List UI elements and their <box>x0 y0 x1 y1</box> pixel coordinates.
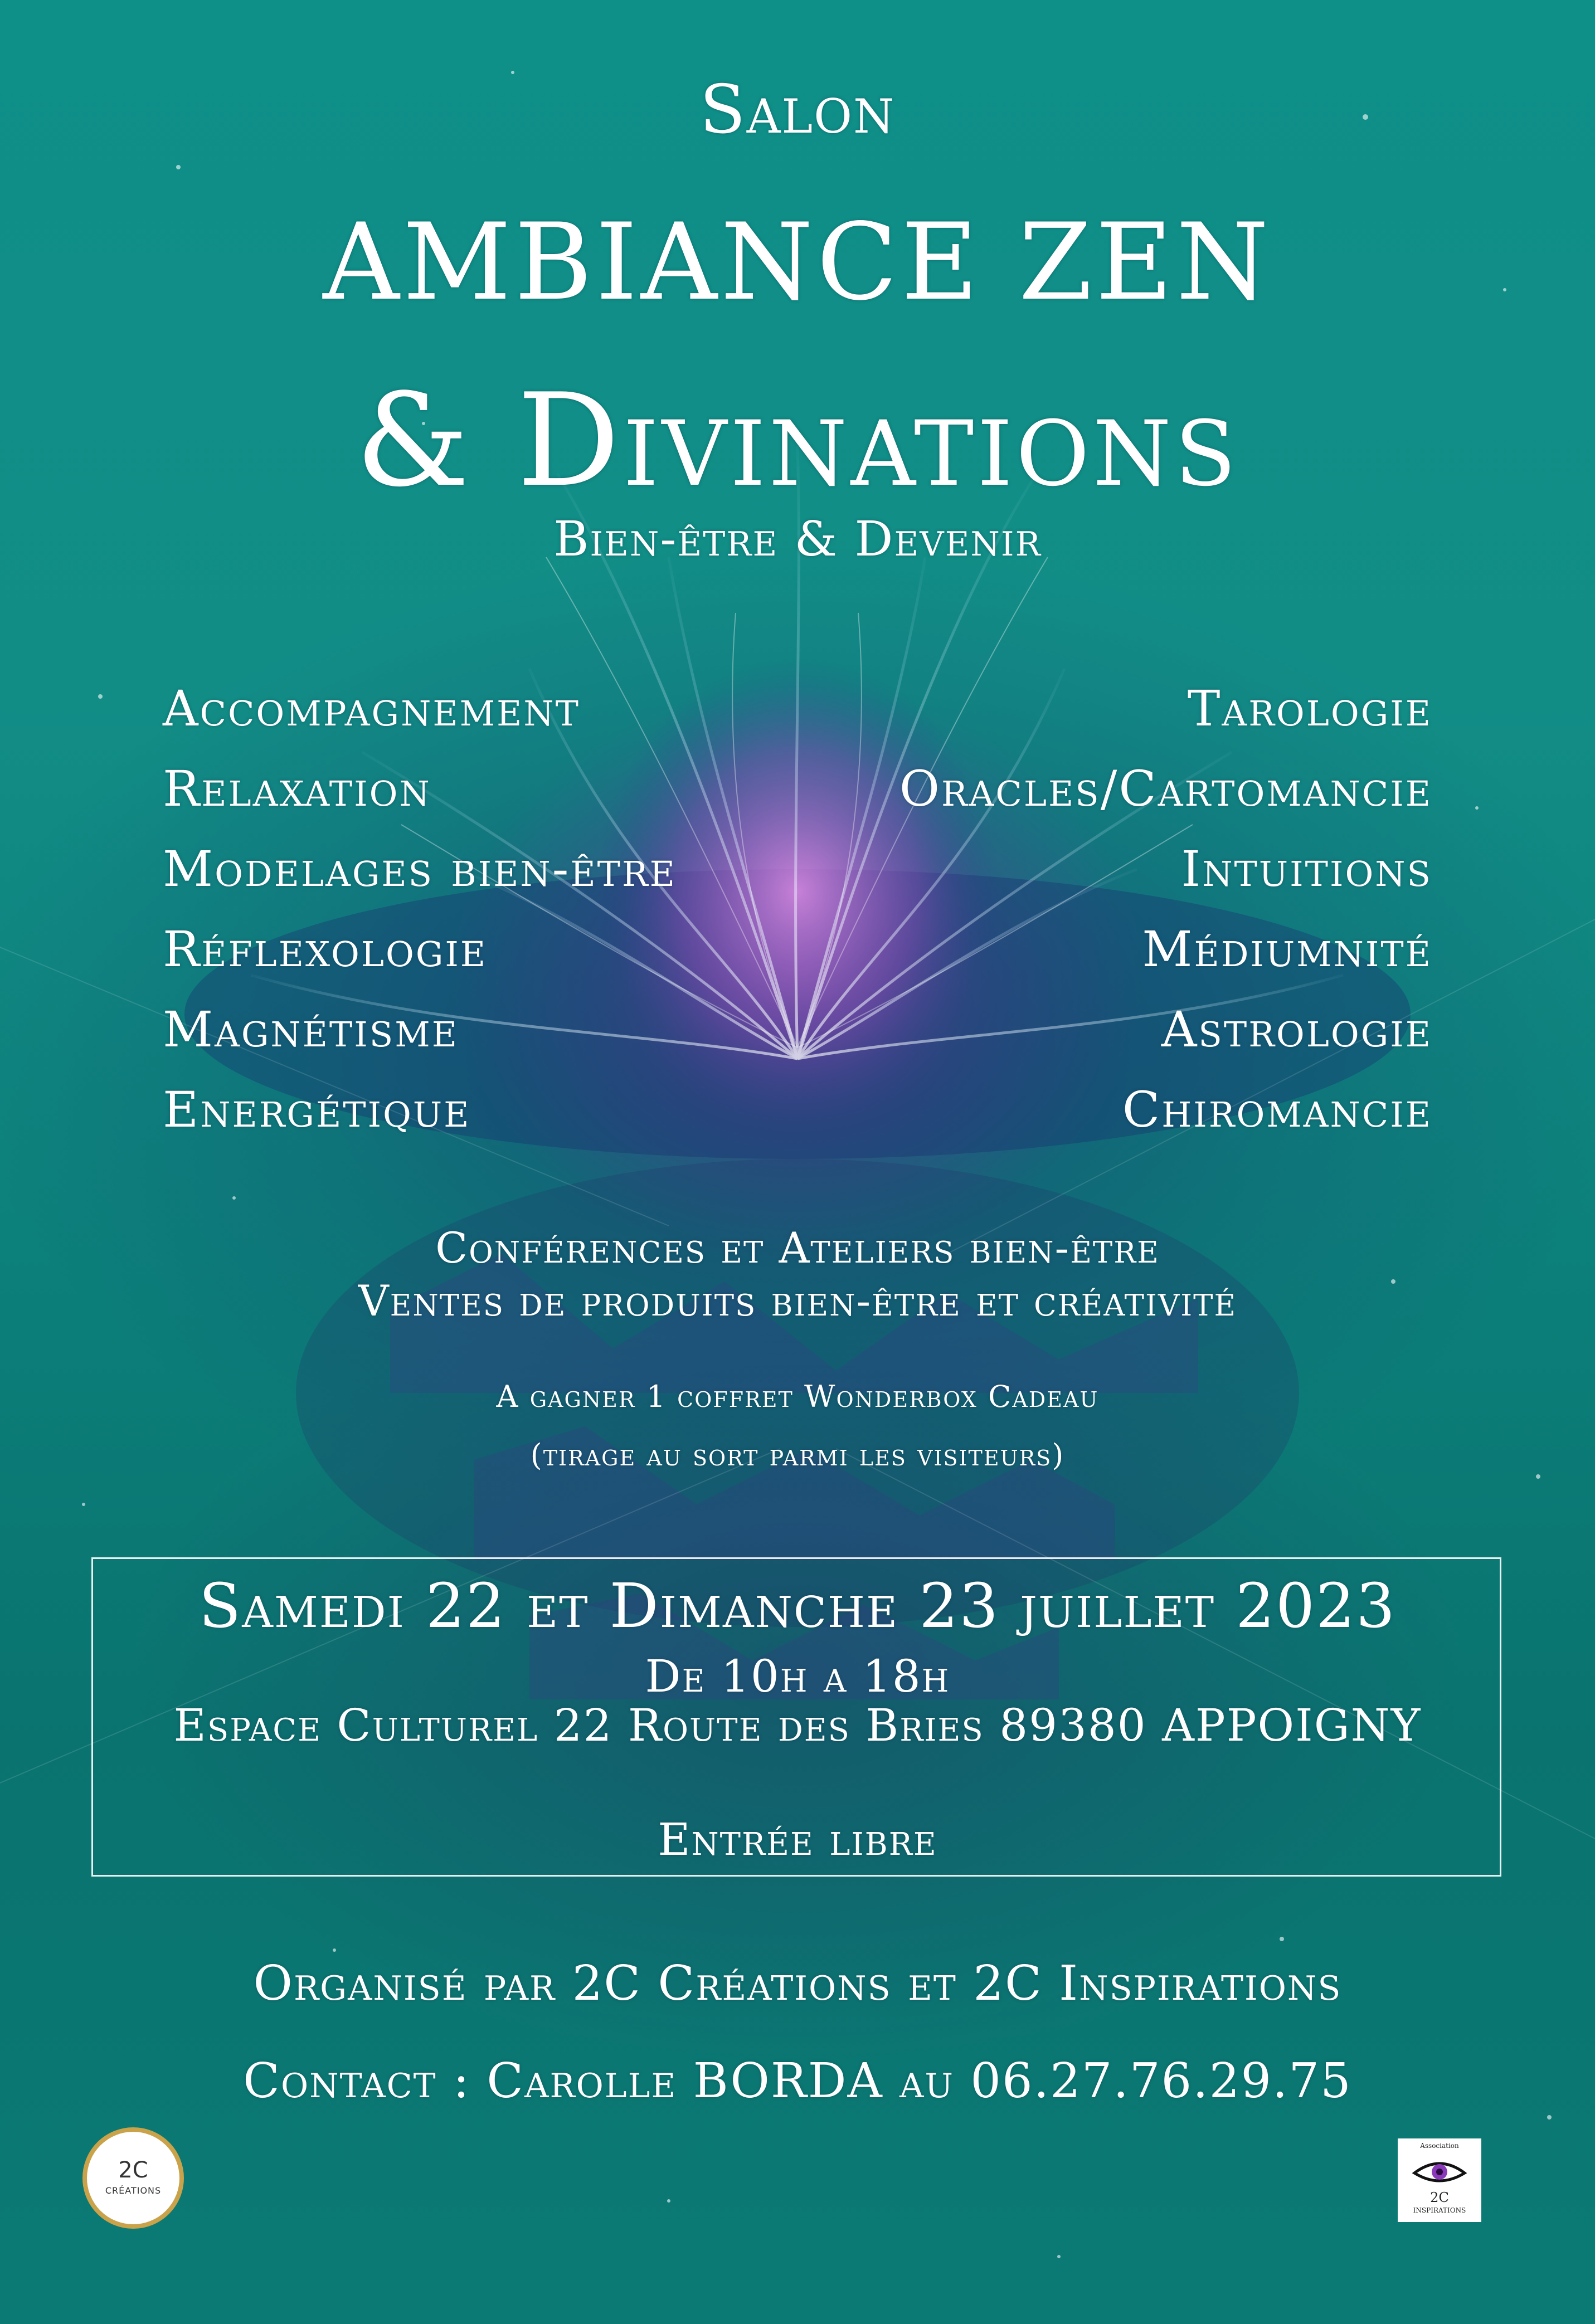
service-item: Médiumnité <box>1142 920 1432 978</box>
poster-subtitle: Bien-être & Devenir <box>553 511 1042 567</box>
contact-text: Contact : Carolle BORDA au 06.27.76.29.75 <box>243 2053 1352 2109</box>
poster-title-line2: & Divinations <box>355 367 1240 515</box>
service-item: Magnétisme <box>163 1001 459 1058</box>
event-hours: De 10h a 18h <box>645 1650 950 1702</box>
event-entry: Entrée libre <box>658 1814 937 1865</box>
service-item: Energétique <box>163 1081 471 1138</box>
prize-note: (tirage au sort parmi les visiteurs) <box>530 1438 1065 1473</box>
salon-kicker: Salon <box>699 71 896 149</box>
services-left-list <box>163 669 677 1150</box>
services-right-list <box>899 669 1432 1150</box>
service-item: Réflexologie <box>163 920 488 978</box>
service-item: Accompagnement <box>163 680 580 737</box>
service-item: Tarologie <box>1187 680 1432 737</box>
service-item: Oracles/Cartomancie <box>899 760 1432 817</box>
event-dates: Samedi 22 et Dimanche 23 juillet 2023 <box>198 1570 1397 1641</box>
2c-creations-logo <box>82 2127 184 2229</box>
service-item: Relaxation <box>163 760 431 817</box>
logo-left-name: 2C <box>118 2157 148 2183</box>
prize-text: A gagner 1 coffret Wonderbox Cadeau <box>496 1379 1099 1414</box>
logo-left-sub: CRÉATIONS <box>105 2185 162 2196</box>
service-item: Modelages bien-être <box>163 840 677 898</box>
service-item: Intuitions <box>1181 840 1432 898</box>
organizer-text: Organisé par 2C Créations et 2C Inspirations <box>253 1956 1342 2011</box>
service-item: Chiromancie <box>1122 1081 1432 1138</box>
extras-line2: Ventes de produits bien-être et créativité <box>358 1276 1237 1326</box>
logo-right-top: Association <box>1420 2142 1459 2150</box>
2c-inspirations-logo <box>1398 2138 1481 2222</box>
poster-title-line1: AMBIANCE ZEN <box>323 201 1272 324</box>
extras-line1: Conférences et Ateliers bien-être <box>435 1223 1160 1273</box>
logo-right-name: 2C <box>1430 2190 1449 2205</box>
service-item: Astrologie <box>1161 1001 1432 1058</box>
logo-right-sub: INSPIRATIONS <box>1413 2206 1466 2214</box>
event-venue: Espace Culturel 22 Route des Bries 89380 APPOIGNY <box>173 1699 1422 1751</box>
